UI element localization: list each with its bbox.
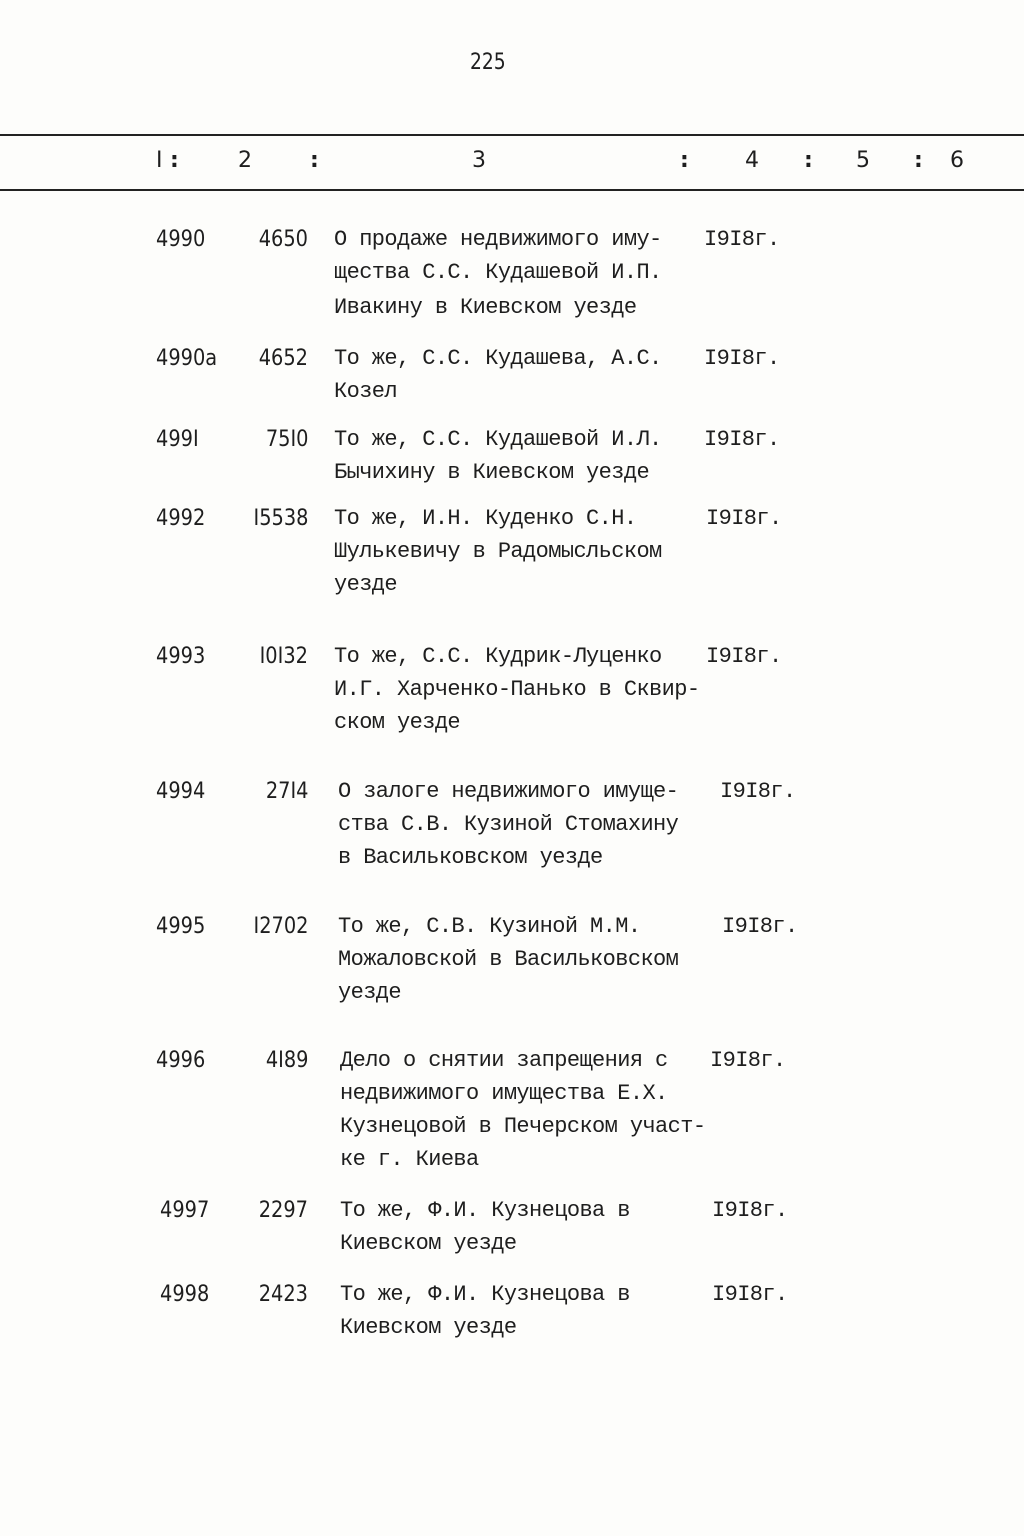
header-col-3: 3 bbox=[472, 148, 486, 173]
header-col-6: 6 bbox=[950, 148, 964, 173]
entry-date: I9I8г. bbox=[720, 779, 796, 804]
entry-number: 4992 bbox=[156, 506, 206, 531]
header-separator: : bbox=[310, 148, 319, 173]
header-col-2: 2 bbox=[238, 148, 252, 173]
entry-date: I9I8г. bbox=[706, 506, 782, 531]
entry-description: Дело о снятии запрещения с недвижимого имущества Е.Х. Кузнецовой в Печерском участ- ке г. Киева bbox=[340, 1048, 706, 1172]
entry-number: 4994 bbox=[156, 779, 206, 804]
file-number: 75I0 bbox=[265, 427, 308, 452]
entry-number: 4993 bbox=[156, 644, 206, 669]
entry-date: I9I8г. bbox=[712, 1282, 788, 1307]
file-number: I2702 bbox=[253, 914, 308, 939]
file-number: 4652 bbox=[258, 346, 308, 371]
entry-date: I9I8г. bbox=[712, 1198, 788, 1223]
entry-date: I9I8г. bbox=[710, 1048, 786, 1073]
entry-date: I9I8г. bbox=[704, 427, 780, 452]
file-number: 4650 bbox=[258, 227, 308, 252]
entry-description: То же, С.С. Кудашева, А.С. Козел bbox=[334, 346, 662, 404]
entry-date: I9I8г. bbox=[706, 644, 782, 669]
entry-number: 4997 bbox=[160, 1198, 210, 1223]
entry-description: То же, Ф.И. Кузнецова в Киевском уезде bbox=[340, 1198, 630, 1256]
entry-description: То же, Ф.И. Кузнецова в Киевском уезде bbox=[340, 1282, 630, 1340]
entry-number: 4990а bbox=[156, 346, 218, 371]
entry-description: О залоге недвижимого имуще- ства С.В. Кузиной Стомахину в Васильковском уезде bbox=[338, 779, 679, 870]
page-number: 225 bbox=[470, 50, 506, 75]
header-bottom-rule bbox=[0, 189, 1024, 191]
entry-number: 4996 bbox=[156, 1048, 206, 1073]
entry-description: То же, С.С. Кудрик-Луценко И.Г. Харченко-Панько в Сквир- ском уезде bbox=[334, 644, 700, 735]
entry-number: 4990 bbox=[156, 227, 206, 252]
header-col-1: I bbox=[156, 148, 163, 173]
entry-description: То же, С.В. Кузиной М.М. Можаловской в Васильковском уезде bbox=[338, 914, 679, 1005]
file-number: 4I89 bbox=[265, 1048, 308, 1073]
entry-description: То же, И.Н. Куденко С.Н. Шулькевичу в Радомысльском уезде bbox=[334, 506, 662, 597]
header-separator: : bbox=[170, 148, 179, 173]
entry-number: 499I bbox=[156, 427, 199, 452]
entry-date: I9I8г. bbox=[704, 227, 780, 252]
header-col-4: 4 bbox=[745, 148, 759, 173]
entry-date: I9I8г. bbox=[704, 346, 780, 371]
entry-description: О продаже недвижимого иму- щества С.С. Кудашевой И.П. Ивакину в Киевском уезде bbox=[334, 227, 662, 320]
entry-date: I9I8г. bbox=[722, 914, 798, 939]
header-col-5: 5 bbox=[856, 148, 870, 173]
file-number: I0I32 bbox=[259, 644, 308, 669]
file-number: 2423 bbox=[258, 1282, 308, 1307]
entry-number: 4995 bbox=[156, 914, 206, 939]
header-separator: : bbox=[804, 148, 813, 173]
file-number: 2297 bbox=[258, 1198, 308, 1223]
entry-description: То же, С.С. Кудашевой И.Л. Бычихину в Киевском уезде bbox=[334, 427, 662, 485]
header-top-rule bbox=[0, 134, 1024, 136]
header-separator: : bbox=[680, 148, 689, 173]
table-header bbox=[0, 148, 1024, 178]
file-number: I5538 bbox=[253, 506, 308, 531]
entry-number: 4998 bbox=[160, 1282, 210, 1307]
file-number: 27I4 bbox=[265, 779, 308, 804]
header-separator: : bbox=[914, 148, 923, 173]
